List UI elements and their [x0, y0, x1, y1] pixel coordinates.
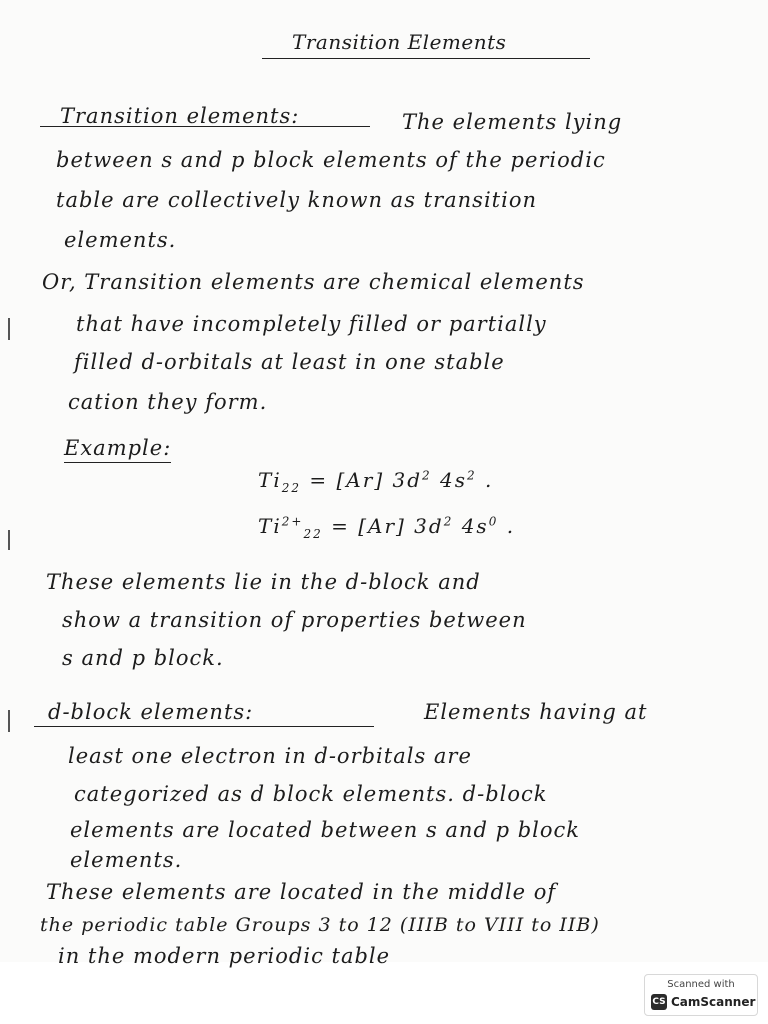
watermark-caption: Scanned with	[667, 979, 735, 990]
alternate-line-3: filled d-orbitals at least in one stable	[74, 350, 505, 374]
dblock-line-2: least one electron in d-orbitals are	[68, 744, 472, 768]
atomic-number: 22	[281, 481, 302, 495]
dblock-line-4: elements are located between s and p block	[70, 818, 580, 842]
dblock-line-3: categorized as d block elements. d-block	[74, 782, 548, 806]
transition-line-4: elements.	[64, 228, 177, 252]
exponent: 2	[422, 468, 432, 483]
dblock-line-6: These elements are located in the middle of	[46, 880, 557, 904]
note-line-3: s and p block.	[62, 646, 224, 670]
formula-symbol: Ti	[258, 514, 282, 538]
exponent: 2	[443, 514, 454, 529]
margin-mark	[8, 318, 10, 340]
atomic-number: 22	[303, 527, 323, 541]
formula-ti-neutral	[258, 468, 493, 495]
transition-heading: Transition elements:	[60, 104, 300, 128]
exponent: 2	[467, 468, 477, 483]
dblock-line-1: Elements having at	[424, 700, 648, 724]
exponent: 0	[488, 514, 499, 529]
dblock-heading: d-block elements:	[48, 700, 254, 724]
title-underline	[262, 58, 590, 59]
note-line-2: show a transition of properties between	[62, 608, 527, 632]
transition-heading-underline	[40, 126, 370, 127]
dblock-line-7: the periodic table Groups 3 to 12 (IIIB to VIII to IIB)	[40, 914, 600, 936]
page-title: Transition Elements	[292, 30, 507, 54]
margin-mark	[8, 710, 10, 732]
note-line-1: These elements lie in the d-block and	[46, 570, 481, 594]
formula-mid: 4s	[453, 514, 489, 538]
dblock-line-8: in the modern periodic table	[58, 944, 391, 968]
camscanner-logo-icon: CS	[651, 994, 667, 1010]
formula-symbol: Ti	[258, 468, 282, 492]
margin-mark	[8, 530, 10, 550]
alternate-line-1: Or, Transition elements are chemical elements	[42, 270, 585, 294]
example-heading: Example:	[64, 436, 171, 463]
alternate-line-2: that have incompletely filled or partially	[76, 312, 547, 336]
formula-rhs: = [Ar] 3d	[309, 468, 422, 492]
camscanner-watermark	[644, 974, 758, 1016]
formula-end: .	[498, 514, 516, 538]
formula-rhs: = [Ar] 3d	[331, 514, 444, 538]
charge: 2+	[281, 514, 304, 529]
dblock-heading-underline	[34, 726, 374, 727]
alternate-line-4: cation they form.	[68, 390, 268, 414]
formula-mid: 4s	[431, 468, 467, 492]
formula-end: .	[476, 468, 494, 492]
transition-line-2: between s and p block elements of the periodic	[56, 148, 606, 172]
watermark-brand: CamScanner	[671, 995, 756, 1009]
dblock-line-5: elements.	[70, 848, 183, 872]
transition-line-1: The elements lying	[402, 110, 623, 134]
transition-line-3: table are collectively known as transition	[56, 188, 537, 212]
formula-ti-cation	[258, 514, 515, 541]
